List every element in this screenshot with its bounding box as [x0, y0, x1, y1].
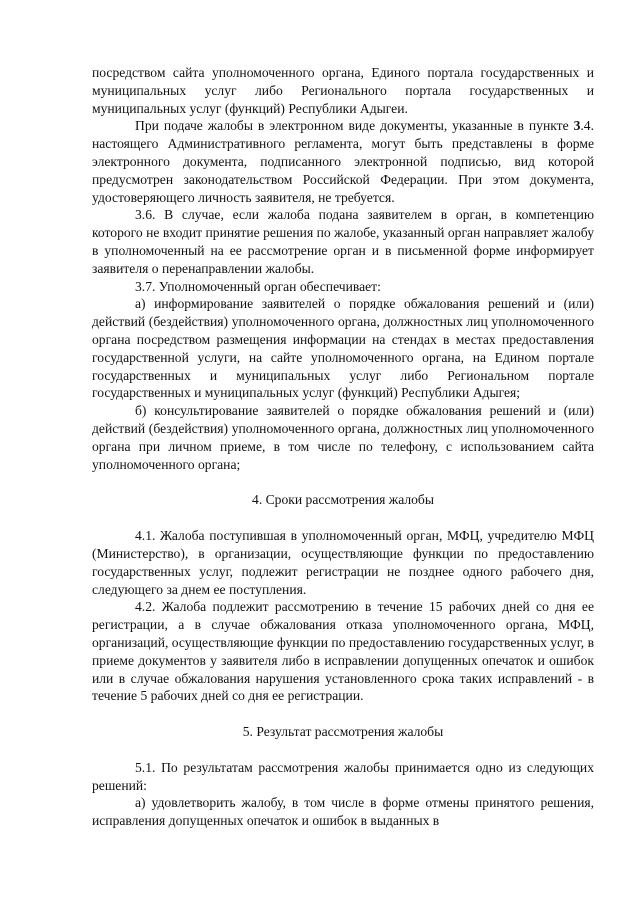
paragraph-3-7-a: а) информирование заявителей о порядке обжалования решений и (или) действий (бездействия) уполномоченного органа, должностных лиц уполномоченного органа посредством размещения информации на стендах в местах предоставления государственной услуги, на сайте уполномоченного органа, на Едином портале государственных и муниципальных услуг либо Региональном портале государственных и муниципальных услуг (функций) Республики Адыгея; [92, 296, 594, 401]
paragraph-4-2: 4.2. Жалоба подлежит рассмотрению в течение 15 рабочих дней со дня ее регистрации, а в случае обжалования отказа уполномоченного органа, МФЦ, организаций, осуществляющие функции по предоставлению государственных услуг, в приеме документов у заявителя либо в исправлении допущенных опечаток и ошибок или в случае обжалования нарушения установленного срока таких исправлений - в течение 5 рабочих дней со дня ее регистрации. [92, 599, 594, 704]
section-heading-4: 4. Сроки рассмотрения жалобы [252, 492, 434, 508]
paragraph-5-1: 5.1. По результатам рассмотрения жалобы принимается одно из следующих решений: [92, 759, 594, 793]
document-page [92, 64, 594, 830]
paragraph-electronic-ref: 3 [573, 118, 581, 134]
paragraph-continuation: посредством сайта уполномоченного органа, Единого портала государственных и муниципальных услуг либо Регионального портала государственных и муниципальных услуг (функций) Республики Адыгеи. [92, 65, 594, 116]
spacer [92, 741, 594, 759]
paragraph-electronic-post: .4. настоящего Административного регламента, могут быть представлены в форме электронного документа, подписанного электронной подписью, вид которой предусмотрен законодательством Российской Федерации. При этом документа, удостоверяющего личность заявителя, не требуется. [92, 118, 594, 205]
section-heading-5: 5. Результат рассмотрения жалобы [242, 724, 444, 740]
paragraph-5-1-a: а) удовлетворить жалобу, в том числе в форме отмены принятого решения, исправления допущенных опечаток и ошибок в выданных в [92, 795, 594, 829]
paragraph-3-7: 3.7. Уполномоченный орган обеспечивает: [135, 278, 381, 294]
paragraph-electronic-submission [92, 117, 594, 206]
paragraph-electronic-pre: При подаче жалобы в электронном виде документы, указанные в пункте [135, 118, 574, 134]
paragraph-4-1: 4.1. Жалоба поступившая в уполномоченный орган, МФЦ, учредителю МФЦ (Министерство), в организации, осуществляющие функции по предоставлению государственных услуг, подлежит регистрации не позднее одного рабочего дня, следующего за днем ее поступления. [92, 528, 594, 597]
spacer [92, 509, 594, 527]
spacer [92, 705, 594, 723]
spacer [92, 473, 594, 491]
paragraph-3-6: 3.6. В случае, если жалоба подана заявителем в орган, в компетенцию которого не входит принятие решения по жалобе, указанный орган направляет жалобу в уполномоченный на ее рассмотрение орган и в письменной форме информирует заявителя о перенаправлении жалобы. [92, 207, 594, 276]
paragraph-3-7-b: б) консультирование заявителей о порядке обжалования решений и (или) действий (бездействия) уполномоченного органа, должностных лиц уполномоченного органа при личном приеме, в том числе по телефону, с использованием сайта уполномоченного органа; [92, 403, 594, 472]
